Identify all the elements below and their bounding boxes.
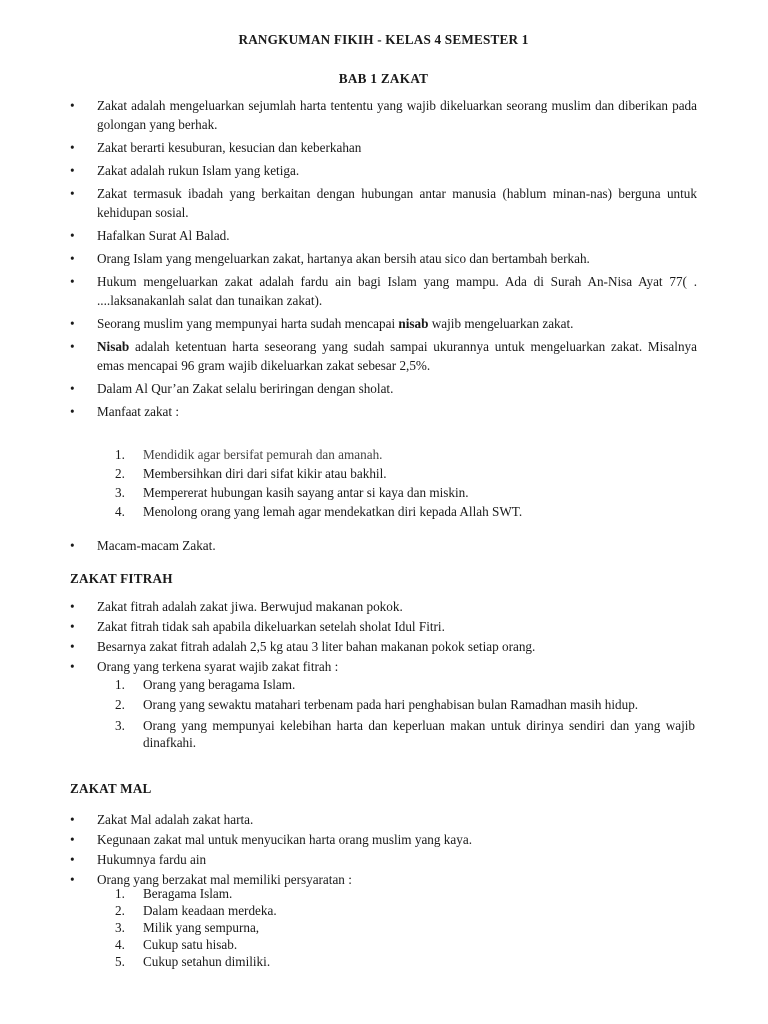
list-item: 3. Mempererat hubungan kasih sayang antar si kaya dan miskin. — [115, 485, 469, 500]
list-item: • Dalam Al Qur’an Zakat selalu beriringan dengan sholat. — [70, 379, 697, 398]
list-item: 2. Dalam keadaan merdeka. — [115, 903, 277, 918]
list-item: • Zakat adalah rukun Islam yang ketiga. — [70, 161, 697, 180]
list-item: • Zakat adalah mengeluarkan sejumlah harta tententu yang wajib dikeluarkan seorang muslim dan diberikan pada golongan yang berhak. — [70, 96, 697, 134]
list-item: 2. Orang yang sewaktu matahari terbenam pada hari penghabisan bulan Ramadhan masih hidup. — [115, 697, 639, 712]
document-title: RANGKUMAN FIKIH - KELAS 4 SEMESTER 1 — [238, 32, 529, 47]
list-item: 3. Milik yang sempurna, — [115, 920, 260, 935]
list-item: • Orang yang berzakat mal memiliki persyaratan : — [70, 870, 697, 889]
list-item-nisab-definition — [70, 337, 697, 375]
list-item: 3. Orang yang mempunyai kelebihan harta dan keperluan makan untuk dirinya sendiri dan yang wajib dinafkahi. — [115, 718, 695, 750]
list-item: • Zakat fitrah adalah zakat jiwa. Berwujud makanan pokok. — [70, 597, 697, 616]
fitrah-syarat-list — [115, 675, 695, 751]
list-item: • Zakat fitrah tidak sah apabila dikeluarkan setelah sholat Idul Fitri. — [70, 617, 697, 636]
list-item-manfaat: • Manfaat zakat : — [70, 402, 697, 421]
list-item: 4. Menolong orang yang lemah agar mendekatkan diri kepada Allah SWT. — [115, 504, 523, 519]
list-item: 1. Orang yang beragama Islam. — [115, 677, 296, 692]
list-item: • Orang yang terkena syarat wajib zakat fitrah : — [70, 657, 697, 676]
list-item: 1. Beragama Islam. — [115, 886, 233, 901]
zakat-list — [70, 96, 697, 425]
list-item: • Orang Islam yang mengeluarkan zakat, hartanya akan bersih atau sico dan bertambah berkah. — [70, 249, 697, 268]
macam-list — [70, 536, 697, 555]
list-item-nisab — [70, 314, 697, 333]
list-item: • Zakat termasuk ibadah yang berkaitan dengan hubungan antar manusia (hablum minan-nas) berguna untuk kehidupan sosial. — [70, 184, 697, 222]
list-item: • Macam-macam Zakat. — [70, 536, 697, 555]
nisab-term: nisab — [398, 316, 429, 331]
nisab-definition-text: adalah ketentuan harta seseorang yang sudah sampai ukurannya untuk mengeluarkan zakat. Misalnya emas mencapai 96 gram wajib dikeluarkan zakat sebesar 2,5%. — [97, 339, 697, 373]
section-heading-zakat-fitrah: ZAKAT FITRAH — [70, 571, 173, 586]
chapter-heading: BAB 1 ZAKAT — [338, 71, 429, 86]
section-heading-zakat-mal: ZAKAT MAL — [70, 781, 152, 796]
mal-syarat-list — [115, 885, 695, 970]
list-item: 4. Cukup satu hisab. — [115, 937, 238, 952]
fitrah-list — [70, 597, 697, 677]
list-item: 2. Membersihkan diri dari sifat kikir atau bakhil. — [115, 466, 387, 481]
list-item: • Hafalkan Surat Al Balad. — [70, 226, 697, 245]
list-item: • Kegunaan zakat mal untuk menyucikan harta orang muslim yang kaya. — [70, 830, 697, 849]
list-item: 1. Mendidik agar bersifat pemurah dan amanah. — [115, 447, 383, 462]
nisab-before: Seorang muslim yang mempunyai harta sudah mencapai — [97, 316, 399, 331]
list-item: • Hukumnya fardu ain — [70, 850, 697, 869]
mal-list — [70, 810, 697, 890]
manfaat-list — [115, 445, 695, 521]
list-item: • Zakat Mal adalah zakat harta. — [70, 810, 697, 829]
nisab-after: wajib mengeluarkan zakat. — [428, 316, 574, 331]
list-item: • Hukum mengeluarkan zakat adalah fardu ain bagi Islam yang mampu. Ada di Surah An-Nisa Ayat 77( . ....laksanakanlah salat dan tunaikan zakat). — [70, 272, 697, 310]
list-item: • Besarnya zakat fitrah adalah 2,5 kg atau 3 liter bahan makanan pokok setiap orang. — [70, 637, 697, 656]
list-item: • Zakat berarti kesuburan, kesucian dan keberkahan — [70, 138, 697, 157]
list-item: 5. Cukup setahun dimiliki. — [115, 954, 271, 969]
nisab-term: Nisab — [97, 339, 130, 354]
